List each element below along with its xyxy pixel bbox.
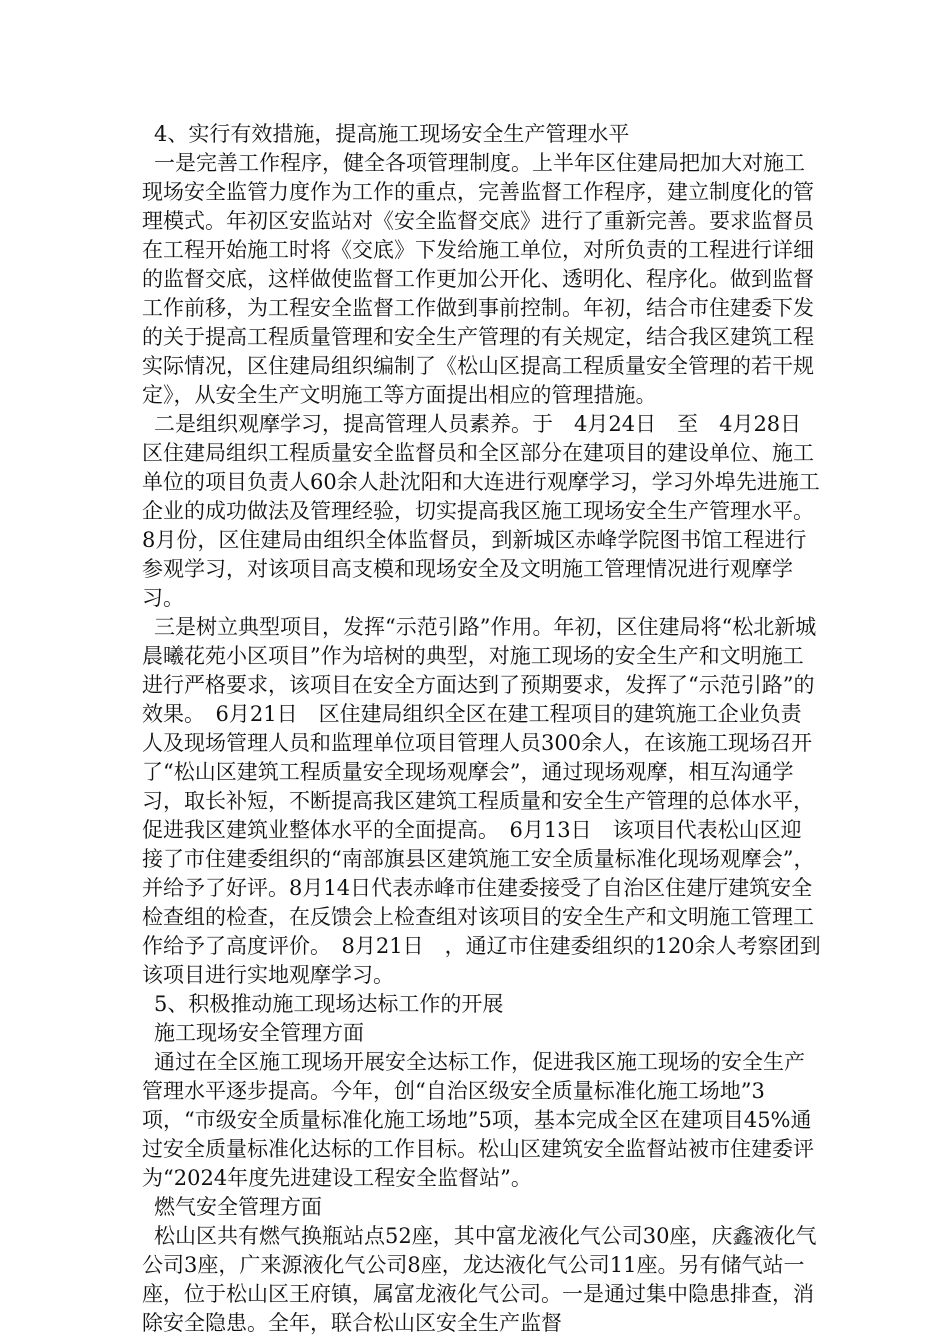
paragraph-work-procedures: 一是完善工作程序，健全各项管理制度。上半年区住建局把加大对施工现场安全监管力度作为工作的重点，完善监督工作程序，建立制度化的管理模式。年初区安监站对《安全监督交底》进行了重新完善。要求监督员在工程开始施工时将《交底》下发给施工单位，对所负责的工程进行详细的监督交底，这样做使监督工作更加公开化、透明化、程序化。做到监督工作前移，为工程安全监督工作做到事前控制。年初，结合市住建委下发的关于提高工程质量管理和安全生产管理的有关规定，结合我区建筑工程实际情况，区住建局组织编制了《松山区提高工程质量安全管理的若干规定》，从安全生产文明施工等方面提出相应的管理措施。 [142,151,814,407]
paragraph-observation-study: 二是组织观摩学习，提高管理人员素养。于 4月24日 至 4月28日 区住建局组织工程质量安全监督员和全区部分在建项目的建设单位、施工单位的项目负责人60余人赴沈阳和大连进行观摩学习，学习外埠先进施工企业的成功做法及管理经验，切实提高我区施工现场安全生产管理水平。8月份，区住建局由组织全体监督员，到新城区赤峰学院图书馆工程进行参观学习，对该项目高支模和现场安全及文明施工管理情况进行观摩学习。 [142,412,823,610]
paragraph-safety-compliance: 通过在全区施工现场开展安全达标工作，促进我区施工现场的安全生产管理水平逐步提高。今年，创“自治区级安全质量标准化施工场地”3项，“市级安全质量标准化施工场地”5项，基本完成全区在建项目45%通过安全质量标准化达标的工作目标。松山区建筑安全监督站被市住建委评为“2024年度先进建设工程安全监督站”。 [142,1050,814,1190]
document-body [142,120,822,1338]
section-heading-5: 5、积极推动施工现场达标工作的开展 [154,992,504,1016]
paragraph-model-project: 三是树立典型项目，发挥“示范引路”作用。年初，区住建局将“松北新城晨曦花苑小区项目”作为培树的典型，对施工现场的安全生产和文明施工进行严格要求，该项目在安全方面达到了预期要求，发挥了“示范引路”的效果。 6月21日 区住建局组织全区在建工程项目的建筑施工企业负责人及现场管理人员和监理单位项目管理人员300余人，在该施工现场召开了“松山区建筑工程质量安全现场观摩会”，通过现场观摩，相互沟通学习，取长补短，不断提高我区建筑工程质量和安全生产管理的总体水平，促进我区建筑业整体水平的全面提高。 6月13日 该项目代表松山区迎接了市住建委组织的“南部旗县区建筑施工安全质量标准化现场观摩会”，并给予了好评。8月14日代表赤峰市住建委接受了自治区住建厅建筑安全检查组的检查，在反馈会上检查组对该项目的安全生产和文明施工管理工作给予了高度评价。 8月21日 ，通辽市住建委组织的120余人考察团到该项目进行实地观摩学习。 [142,615,821,987]
subheading-construction-safety: 施工现场安全管理方面 [154,1021,364,1045]
section-heading-4: 4、实行有效措施，提高施工现场安全生产管理水平 [154,122,630,146]
subheading-gas-safety: 燃气安全管理方面 [154,1195,322,1219]
paragraph-gas-stations: 松山区共有燃气换瓶站点52座，其中富龙液化气公司30座，庆鑫液化气公司3座，广来源液化气公司8座，龙达液化气公司11座。另有储气站一座，位于松山区王府镇，属富龙液化气公司。一是通过集中隐患排查，消除安全隐患。全年，联合松山区安全生产监督 [142,1224,817,1335]
